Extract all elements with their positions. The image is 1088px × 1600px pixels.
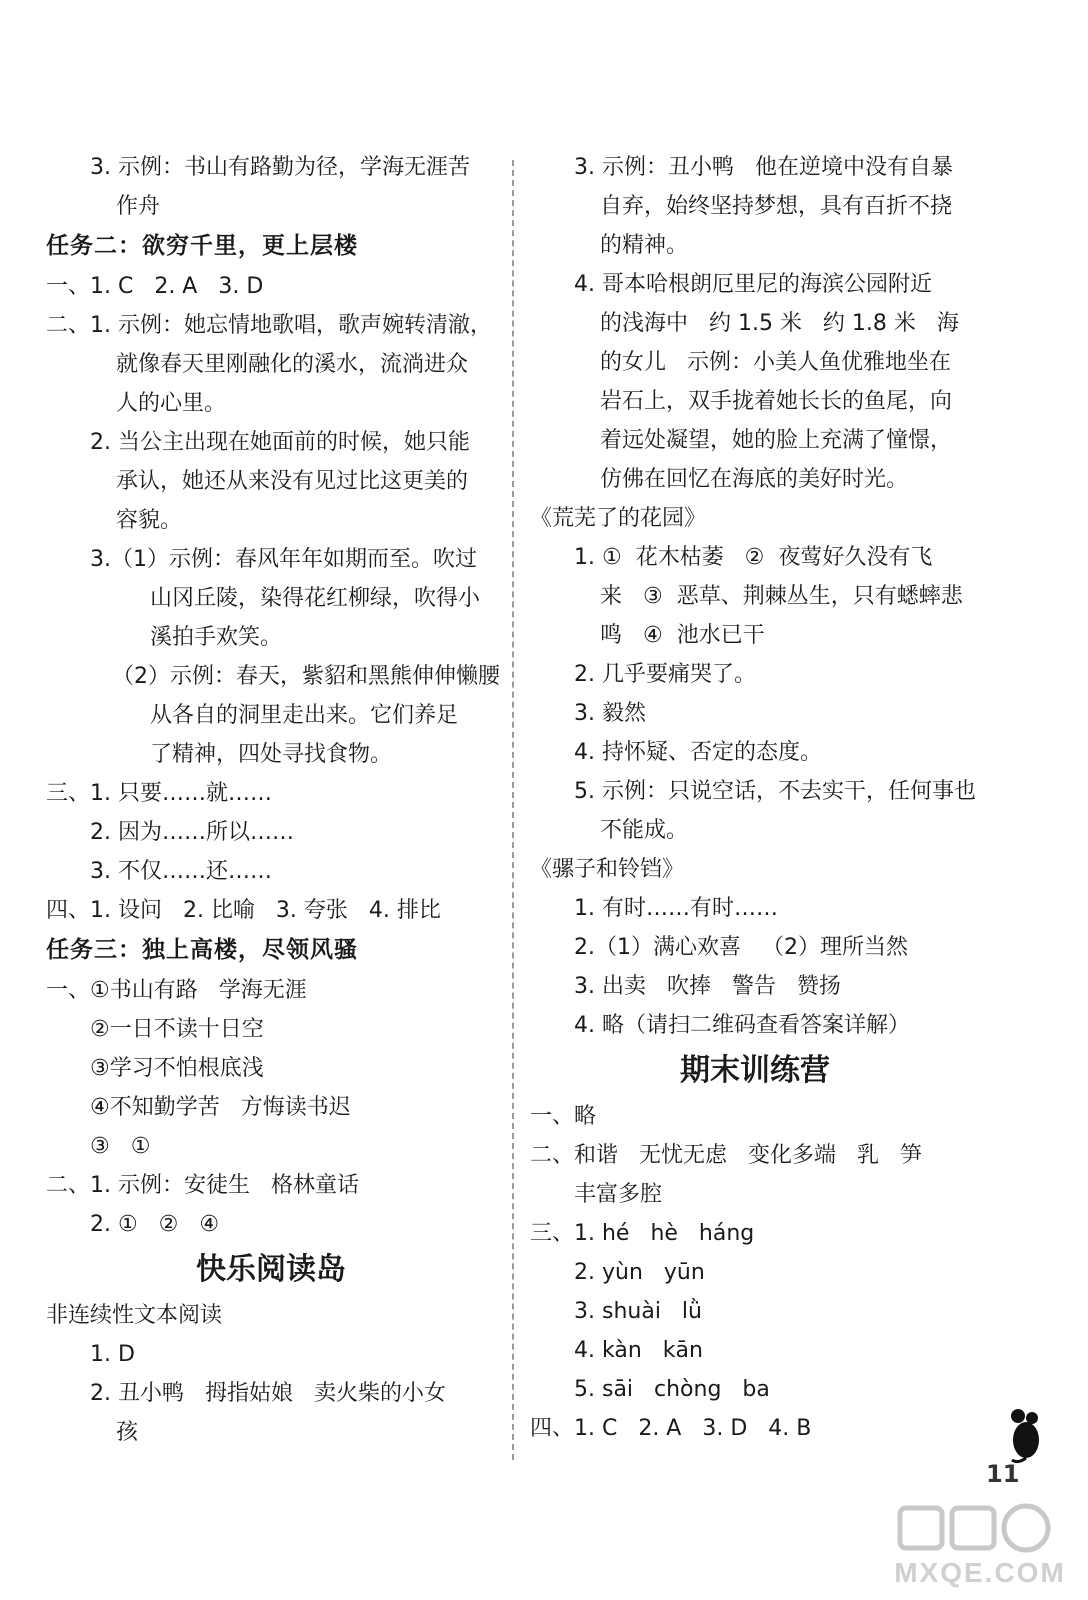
answer-line: 四、1. C 2. A 3. D 4. B bbox=[530, 1416, 812, 1441]
answer-line: 2. 因为……所以…… bbox=[90, 820, 294, 845]
answer-line: 4. 哥本哈根朗厄里尼的海滨公园附近 bbox=[574, 272, 932, 297]
answer-line: 山冈丘陵，染得花红柳绿，吹得小 bbox=[150, 586, 481, 611]
answer-line: 岩石上，双手拢着她长长的鱼尾，向 bbox=[600, 389, 953, 414]
answer-line: 的浅海中 约 1.5 米 约 1.8 米 海 bbox=[600, 311, 959, 336]
page-number: 11 bbox=[986, 1460, 1020, 1488]
answer-line: 的精神。 bbox=[600, 233, 689, 258]
task-heading: 任务二：欲穷千里，更上层楼 bbox=[46, 233, 358, 259]
task-heading: 任务三：独上高楼，尽领风骚 bbox=[46, 937, 358, 963]
answer-line: 1. ① 花木枯萎 ② 夜莺好久没有飞 bbox=[574, 545, 933, 570]
answer-line: 4. 略（请扫二维码查看答案详解） bbox=[574, 1013, 910, 1038]
answer-line: 人的心里。 bbox=[116, 391, 227, 416]
column-divider bbox=[512, 160, 514, 1460]
answer-line: 3. 出卖 吹捧 警告 赞扬 bbox=[574, 974, 841, 999]
answer-line: 四、1. 设问 2. 比喻 3. 夸张 4. 排比 bbox=[46, 898, 441, 923]
answer-line: 3. 不仅……还…… bbox=[90, 859, 272, 884]
answer-line: 《骡子和铃铛》 bbox=[530, 857, 685, 882]
answer-line: 的女儿 示例：小美人鱼优雅地坐在 bbox=[600, 350, 951, 375]
answer-line: 孩 bbox=[116, 1420, 139, 1445]
answer-line: 4. 持怀疑、否定的态度。 bbox=[574, 740, 822, 765]
answer-line: 一、①书山有路 学海无涯 bbox=[46, 978, 307, 1003]
answer-line: 二、1. 示例：安徒生 格林童话 bbox=[46, 1173, 359, 1198]
answer-line: 一、略 bbox=[530, 1104, 597, 1129]
answer-line: 2. 当公主出现在她面前的时候，她只能 bbox=[90, 430, 470, 455]
answer-line: 作舟 bbox=[116, 194, 161, 219]
answer-line: 从各自的洞里走出来。它们养足 bbox=[150, 703, 459, 728]
answer-line: 5. 示例：只说空话，不去实干，任何事也 bbox=[574, 779, 976, 804]
watermark-logo bbox=[880, 1500, 1080, 1595]
answer-line: ④不知勤学苦 方悔读书迟 bbox=[90, 1095, 351, 1120]
answer-line: ③学习不怕根底浅 bbox=[90, 1056, 264, 1081]
answer-line: 3. 示例：书山有路勤为径，学海无涯苦 bbox=[90, 155, 470, 180]
svg-text:MXQE.COM: MXQE.COM bbox=[894, 1557, 1066, 1588]
answer-line: 1. D bbox=[90, 1342, 135, 1367]
answer-line: 3. shuài lǜ bbox=[574, 1299, 702, 1324]
mouse-icon bbox=[1008, 1408, 1044, 1464]
answer-line: 不能成。 bbox=[600, 818, 689, 843]
answer-line: ③ ① bbox=[90, 1134, 151, 1159]
answer-line: 二、和谐 无忧无虑 变化多端 乳 笋 bbox=[530, 1143, 922, 1168]
answer-line: 一、1. C 2. A 3. D bbox=[46, 274, 264, 299]
answer-line: 2. 几乎要痛哭了。 bbox=[574, 662, 756, 687]
answer-line: 1. 有时……有时…… bbox=[574, 896, 778, 921]
answer-line: 三、1. 只要……就…… bbox=[46, 781, 272, 806]
answer-line: 5. sāi chòng ba bbox=[574, 1377, 770, 1402]
answer-line: 溪拍手欢笑。 bbox=[150, 625, 283, 650]
answer-line: （2）示例：春天，紫貂和黑熊伸伸懒腰 bbox=[112, 664, 500, 689]
answer-line: 2. ① ② ④ bbox=[90, 1212, 220, 1237]
answer-line: 三、1. hé hè háng bbox=[530, 1221, 755, 1246]
answer-line: 来 ③ 恶草、荆棘丛生，只有蟋蟀悲 bbox=[600, 584, 963, 609]
answer-line: 容貌。 bbox=[116, 508, 183, 533]
answer-line: 3. 示例：丑小鸭 他在逆境中没有自暴 bbox=[574, 155, 953, 180]
answer-line: 二、1. 示例：她忘情地歌唱，歌声婉转清澈， bbox=[46, 313, 492, 338]
right-column bbox=[530, 148, 980, 1448]
section-title: 快乐阅读岛 bbox=[196, 1252, 346, 1287]
answer-line: 4. kàn kān bbox=[574, 1338, 703, 1363]
answer-line: 2. yùn yūn bbox=[574, 1260, 705, 1285]
answer-line: 3.（1）示例：春风年年如期而至。吹过 bbox=[90, 547, 477, 572]
answer-line: 2. 丑小鸭 拇指姑娘 卖火柴的小女 bbox=[90, 1381, 446, 1406]
answer-line: 《荒芜了的花园》 bbox=[530, 506, 707, 531]
answer-line: 2.（1）满心欢喜 （2）理所当然 bbox=[574, 935, 908, 960]
answer-line: 鸣 ④ 池水已干 bbox=[600, 623, 765, 648]
answer-line: 仿佛在回忆在海底的美好时光。 bbox=[600, 467, 909, 492]
answer-line: 丰富多腔 bbox=[574, 1182, 663, 1207]
section-title: 期末训练营 bbox=[680, 1053, 830, 1088]
answer-line: 了精神，四处寻找食物。 bbox=[150, 742, 393, 767]
answer-line: 非连续性文本阅读 bbox=[46, 1303, 223, 1328]
answer-line: 3. 毅然 bbox=[574, 701, 646, 726]
answer-line: 承认，她还从来没有见过比这更美的 bbox=[116, 469, 469, 494]
answer-line: ②一日不读十日空 bbox=[90, 1017, 264, 1042]
left-column bbox=[46, 148, 500, 1452]
answer-line: 就像春天里刚融化的溪水，流淌进众 bbox=[116, 352, 469, 377]
answer-line: 自弃，始终坚持梦想，具有百折不挠 bbox=[600, 194, 953, 219]
answer-line: 着远处凝望，她的脸上充满了憧憬， bbox=[600, 428, 953, 453]
